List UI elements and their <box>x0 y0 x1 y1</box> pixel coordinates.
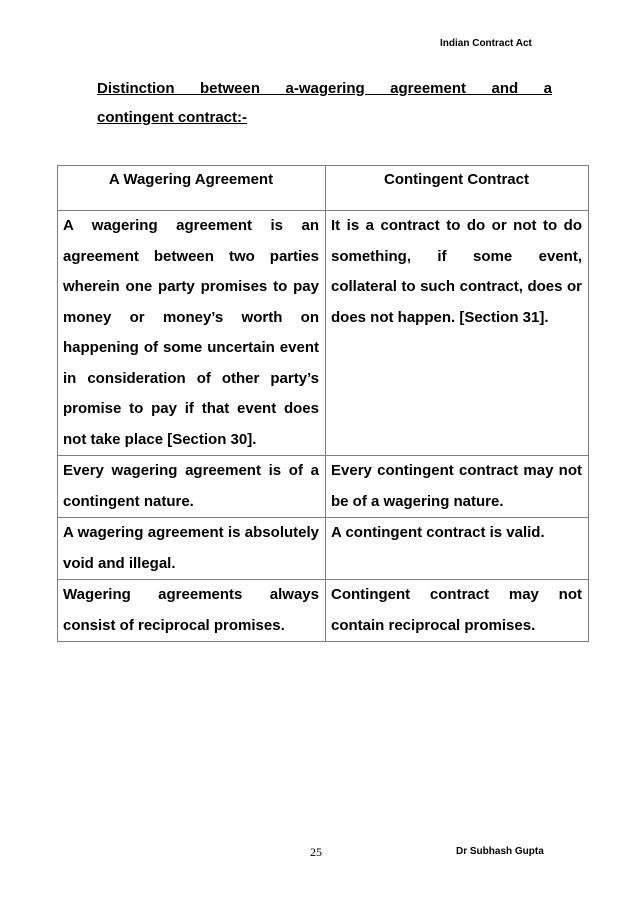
footer-author: Dr Subhash Gupta <box>456 846 544 857</box>
column-header-wagering: A Wagering Agreement <box>58 166 326 211</box>
table-cell-wagering: A wagering agreement is absolutely void and illegal. <box>58 518 326 580</box>
table-cell-contingent: A contingent contract is valid. <box>326 518 589 580</box>
table-row <box>58 211 589 456</box>
table-cell-contingent: It is a contract to do or not to do something, if some event, collateral to such contract, does or does not happen. [Section 31]. <box>326 211 589 456</box>
section-heading-line-2: contingent contract:- <box>97 109 247 126</box>
page-number: 25 <box>310 845 322 859</box>
table-cell-wagering: A wagering agreement is an agreement between two parties wherein one party promises to pay money or money’s worth on happening of some uncertain event in consideration of other party’s promise to pay if that event does not take place [Section 30]. <box>58 211 326 456</box>
table-row <box>58 518 589 580</box>
running-header: Indian Contract Act <box>440 38 532 49</box>
table-cell-contingent: Contingent contract may not contain reciprocal promises. <box>326 580 589 642</box>
table-cell-wagering: Wagering agreements always consist of reciprocal promises. <box>58 580 326 642</box>
table-cell-contingent: Every contingent contract may not be of a wagering nature. <box>326 456 589 518</box>
comparison-table <box>57 165 589 642</box>
column-header-contingent: Contingent Contract <box>326 166 589 211</box>
table-cell-wagering: Every wagering agreement is of a contingent nature. <box>58 456 326 518</box>
section-heading-line-1: Distinction between a-wagering agreement and a <box>97 80 552 97</box>
section-heading <box>97 74 552 132</box>
table-row <box>58 580 589 642</box>
table-header-row <box>58 166 589 211</box>
table-row <box>58 456 589 518</box>
